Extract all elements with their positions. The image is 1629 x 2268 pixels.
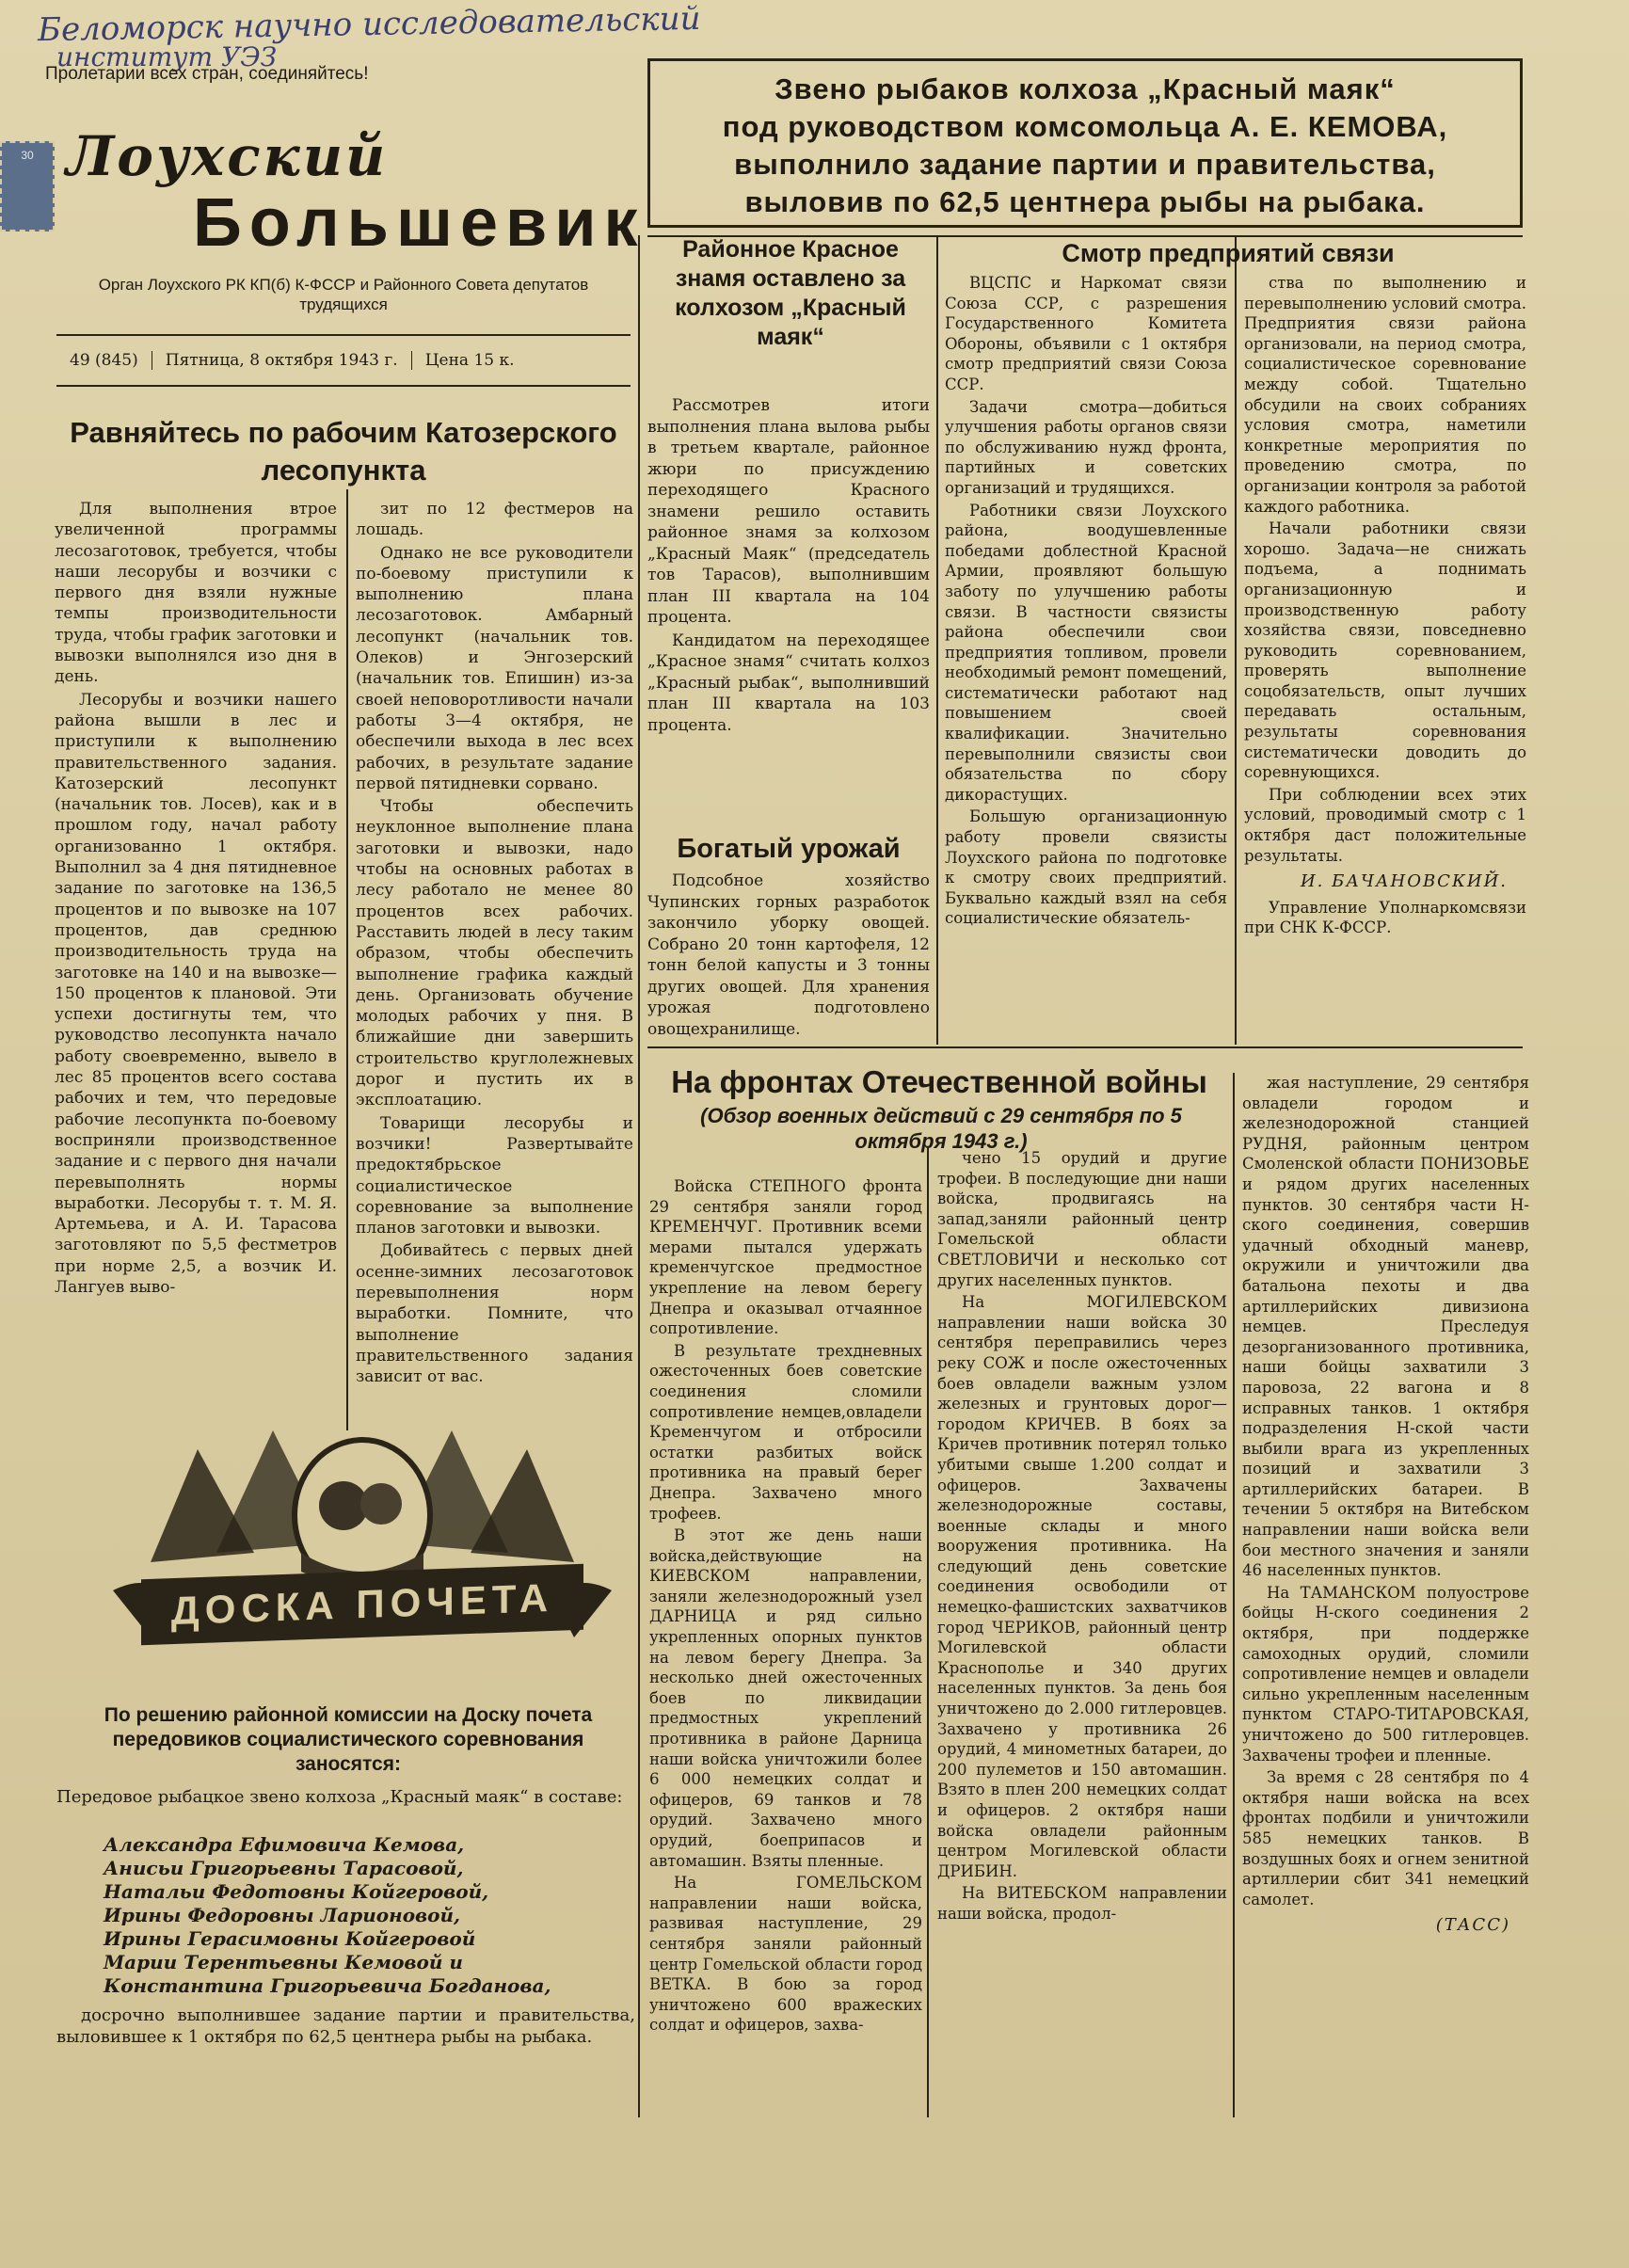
column-divider (346, 489, 348, 1430)
honor-name: Ирины Герасимовны Койгеровой (104, 1927, 476, 1950)
honor-name: Марии Терентьевны Кемовой и (104, 1951, 463, 1973)
headline-box (647, 58, 1523, 228)
article4-column2 (1244, 273, 1526, 940)
divider (647, 1046, 1523, 1048)
column-divider (936, 235, 938, 1045)
paragraph: Для выполнения втрое увеличенной программы лесозаготовок, требуется, чтобы наши лесорубы и возчики с первого дня взяли нужные темпы производительности труда, чтобы график заготовки и вывозки выполнялся изо дня в день. (55, 500, 337, 687)
paragraph: жая наступление, 29 сентября овладели городом и железнодорожной станцией РУДНЯ, районным центром Смоленской области ПОНИЗОВЬЕ и рядом других населенных пунктов. 30 сентября части Н-ского соединения, совершив удачный обходный маневр, окружили и уничтожили два батальона пехоты и два артиллерийских дивизиона немцев. Преследуя дезорганизованного противника, наши бойцы захватили 3 паровоза, 22 вагона и 8 исправных танков. 1 октября подразделения Н-ской части выбили врага из укрепленных позиций и захватили 3 артиллерийских батареи. В течении 5 октября на Витебском направлении наши войска вели бои местного значения и заняли 46 населенных пунктов. (1242, 1074, 1529, 1580)
headline-line: под руководством комсомольца А. Е. КЕМОВА, (722, 110, 1448, 143)
masthead-line1: Лоухский (66, 124, 389, 188)
paragraph: чено 15 орудий и другие трофеи. В последующие дни наши войска, продвигаясь на запад,заняли районный центр Гомельской области СВЕТЛОВИЧИ и несколько сот других населенных пунктов. (937, 1149, 1227, 1289)
paragraph: Начали работники связи хорошо. Задача—не снижать подъема, а поднимать организационную и производственную работу хозяйства связи, повседневно руководить соревнованием, проверять выполнение соцобязательств, опыт лучших передавать остальным, результаты соревнования систематически доводить до соревнующихся. (1244, 519, 1526, 782)
article2-body (647, 395, 930, 738)
paragraph: При соблюдении всех этих условий, проводимый смотр с 1 октября даст положительные результаты. (1244, 785, 1526, 865)
article1-column2 (356, 499, 633, 1389)
column-divider (927, 1148, 929, 2117)
paragraph: ВЦСПС и Наркомат связи Союза ССР, с разрешения Государственного Комитета Обороны, объявили с 1 октября смотр предприятий связи Союза ССР. (945, 274, 1227, 393)
honor-board-outro (56, 2004, 635, 2050)
article-title: Богатый урожай (677, 834, 901, 864)
paragraph: За время с 28 сентября по 4 октября наши войска на всех фронтах подбили и уничтожили 585 немецких танков. В воздушных боях и огнем зенитной артиллерии сбит 341 немецкий самолет. (1242, 1768, 1529, 1909)
article-title: Равняйтесь по рабочим Катозерского лесопункта (70, 416, 617, 487)
article5-column2 (937, 1148, 1227, 1926)
honor-name: Натальи Федотовны Койгеровой, (104, 1880, 489, 1903)
headline-line: Звено рыбаков колхоза „Красный маяк“ (775, 72, 1396, 105)
paragraph: На МОГИЛЕВСКОМ направлении наши войска 30 сентября переправились через реку СОЖ и после ожесточенных боев овладели важным узлом железных и грунтовых дорог—городом КРИЧЕВ. В боях за Кричев противник потерял только убитыми свыше 1.200 солдат и офицеров. Захвачены железнодорожные составы, военные склады и много вооружения противника. На следующий день советские соединения освободили от немецко-фашистских захватчиков город ЧЕРИКОВ, районный центр Могилевской области Краснополье и 340 других населенных пунктов. За день боя уничтожено до 2.000 гитлеровцев. Захвачено у противника 26 орудий, 4 минометных батареи, до 200 пулеметов и 150 автомашин. Взято в плен 200 немецких солдат и офицеров. 2 октября наши войска овладели районным центром Могилевской области ДРИБИН. (937, 1293, 1227, 1880)
paragraph: Добивайтесь с первых дней осенне-зимних лесозаготовок перевыполнения норм выработки. Помните, что выполнение правительственного задания зависит от вас. (356, 1241, 633, 1387)
issue-date: Пятница, 8 октября 1943 г. (152, 351, 412, 370)
honor-name: Константина Григорьевича Богданова, (104, 1974, 551, 1997)
honor-name: Александра Ефимовича Кемова, (104, 1833, 465, 1856)
paragraph: Лесорубы и возчики нашего района вышли в лес и приступили к выполнению правительственного задания. Катозерский лесопункт (начальник тов. Лосев), как и в прошлом году, начал работу организованно 1 октября. Выполнил за 4 дня пятидневное задание по заготовке на 136,5 процентов и по вывозке на 107 процентов, дав среднюю производительность труда на заготовке на 140 и на вывозке—150 процентов к плановой. Эти успехи достигнуты тем, что руководство лесопункта начало работу своевременно, вывело в лес 85 процентов всего состава рабочих и тем, что передовые рабочие лесопункта по-боевому восприняли производственное задание и с первого дня начали перевыполнять нормы выработки. Лесорубы т. т. М. Я. Артемьева, и А. И. Тарасова заготовляют по 5,5 фестметров при норме 2,5, а возчик И. Лангуев выво- (55, 690, 337, 1297)
paragraph: Однако не все руководители по-боевому приступили к выполнению плана лесозаготовок. Амбарный лесопункт (начальник тов. Олеков) и Энгозерский (начальник тов. Епишин) из-за своей неповоротливости начали работы 3—4 октября, не обеспечили выхода в лес всех рабочих, в результате задание первой пятидневки сорвано. (356, 543, 633, 793)
postage-stamp: 30 (0, 141, 55, 232)
honor-board-banner: ДОСКА ПОЧЕТА (141, 1564, 583, 1645)
paragraph: Работники связи Лоухского района, воодушевленные победами доблестной Красной Армии, проявляют большую заботу по улучшению работы связи. В частности связисты района обеспечили свои предприятия топливом, провели необходимый ремонт помещений, систематически работают над повышением своей квалификации. Значительно перевыполнили связисты свои обязательства по сбору дикорастущих. (945, 501, 1227, 804)
article4-column1 (945, 273, 1227, 931)
paragraph: В результате трехдневных ожесточенных боев советские соединения сломили сопротивление немцев,овладели Кременчугом и отбросили остатки разбитых войск противника на правый берег Днепра. Захвачено много трофеев. (649, 1341, 922, 1523)
source-tag: (ТАСС) (1435, 1915, 1510, 1936)
paragraph: На ТАМАНСКОМ полуострове бойцы Н-ского соединения 2 октября, при поддержке самоходных орудий, сломили сопротивление немцев и овладели сильно укрепленным населенным пунктом СТАРО-ТИТАРОВСКАЯ, уничтожено до 500 гитлеровцев. Захвачены трофеи и пленные. (1242, 1583, 1529, 1765)
honor-board-intro: По решению районной комиссии на Доску почета передовиков социалистического соревнования заносятся: (104, 1704, 593, 1775)
honor-name: Анисьи Григорьевны Тарасовой, (104, 1857, 464, 1879)
honor-board-names (56, 1833, 682, 1998)
headline-line: выловив по 62,5 центнера рыбы на рыбака. (744, 185, 1426, 218)
handwritten-note-line1: Беломорск научно исследовательский (37, 0, 701, 50)
article5-column1 (649, 1176, 922, 2037)
masthead-line2: Большевик (193, 185, 646, 261)
issue-price: Цена 15 к. (424, 351, 515, 370)
paragraph: На ГОМЕЛЬСКОМ направлении наши войска, развивая наступление, 29 сентября заняли районный центр Гомельской области город ВЕТКА. В бою за город уничтожено 600 вражеских солдат и офицеров, захва- (649, 1874, 922, 2035)
article-subtitle: (Обзор военных действий с 29 сентября по 5 октября 1943 г.) (700, 1104, 1182, 1153)
paragraph: Чтобы обеспечить неуклонное выполнение плана заготовки и вывозки, надо чтобы на основных работах в лесу работало не менее 80 процентов всех рабочих. Расставить людей в лесу таким образом, чтобы обеспечить выполнение графика каждый день. Организовать обучение молодых рабочих у пня. В ближайшие дни завершить строительство круглолежневых дорог и пустить их в эксплоатацию. (356, 797, 633, 1110)
article3-body (647, 870, 930, 1042)
honor-board-illustration (113, 1412, 612, 1694)
handwritten-note-line2: институт УЭЗ (56, 41, 278, 72)
flags-and-portraits-icon (113, 1412, 612, 1694)
article5-column3 (1242, 1073, 1529, 1941)
paragraph: Войска СТЕПНОГО фронта 29 сентября заняли город КРЕМЕНЧУГ. Противник всеми мерами пытался удержать кременчугское предмостное укрепление на левом берегу Днепра и оказывал отчаянное сопротивление. (649, 1177, 922, 1338)
paragraph: Рассмотрев итоги выполнения плана вылова рыбы в третьем квартале, районное жюри по присуждению переходящего Красного знамени решило оставить районное знамя за колхозом „Красный Маяк“ (председатель тов Тарасов), выполнившим план III квартала на 104 процента. (647, 396, 930, 627)
article-title: Смотр предприятий связи (1062, 239, 1395, 267)
paragraph: Подсобное хозяйство Чупинских горных разработок закончило уборку овощей. Собрано 20 тонн картофеля, 12 тонн белой капусты и 3 тонны других овощей. Для хранения урожая подготовлено овощехранилище. (647, 871, 930, 1039)
slogan: Пролетарии всех стран, соединяйтесь! (45, 64, 369, 84)
paragraph: Кандидатом на переходящее „Красное знамя“ считать колхоз „Красный рыбак“, выполнивший план III квартала на 103 процента. (647, 631, 930, 735)
paragraph: На ВИТЕБСКОМ направлении наши войска, продол- (937, 1884, 1227, 1923)
article1-column1 (55, 499, 337, 1300)
paragraph: В этот же день наши войска,действующие на КИЕВСКОМ направлении, заняли железнодорожный узел ДАРНИЦА и ряд сильно укрепленных опорных пунктов на левом берегу Днепра. За несколько дней ожесточенных боев по ликвидации предмостных укреплений противника в районе Дарница наши войска уничтожили более 6 000 немецких солдат и офицеров, 69 танков и 78 орудий. Захвачено много орудий, боеприпасов и автомашин. Взяты пленные. (649, 1526, 922, 1870)
honor-board-lead: Передовое рыбацкое звено колхоза „Красный маяк“ в составе: (56, 1787, 623, 1807)
signature-organization: Управление Уполнаркомсвязи при СНК К-ФССР. (1244, 898, 1526, 937)
issue-number: 49 (845) (56, 351, 152, 370)
paragraph: Большую организационную работу провели связисты Лоухского района по подготовке к смотру своих предприятий. Буквально каждый взял на себя социалистические обязатель- (945, 807, 1227, 928)
paragraph: досрочно выполнившее задание партии и правительства, выловившее к 1 октября по 62,5 центнера рыбы на рыбака. (56, 2005, 635, 2047)
honor-name: Ирины Федоровны Ларионовой, (104, 1904, 461, 1926)
paragraph: Товарищи лесорубы и возчики! Развертывайте предоктябрьское социалистическое соревнование за выполнение планов заготовки и вывозки. (356, 1113, 633, 1238)
paragraph: Задачи смотра—добиться улучшения работы органов связи по обслуживанию нужд фронта, партийных и советских организаций и трудящихся. (945, 397, 1227, 497)
signature: И. БАЧАНОВСКИЙ. (1300, 871, 1508, 892)
headline-line: выполнило задание партии и правительства, (734, 148, 1436, 181)
article-title: Районное Красное знамя оставлено за колхозом „Красный маяк“ (675, 236, 906, 350)
column-divider (1235, 235, 1237, 1045)
column-divider (1233, 1073, 1235, 2117)
paragraph: ства по выполнению и перевыполнению условий смотра. Предприятия связи района организовали, на период смотра, социалистическое соревнование между собой. Тщательно обсудили на своих собраниях условия смотра, наметили конкретные мероприятия по проведению смотра, по организации контроля за работой каждого работника. (1244, 274, 1526, 516)
paragraph: зит по 12 фестмеров на лошадь. (356, 500, 633, 540)
issue-info-bar (56, 334, 631, 387)
organ-line: Орган Лоухского РК КП(б) К-ФССР и Районного Совета депутатов трудящихся (98, 276, 589, 313)
article-title: На фронтах Отечественной войны (671, 1064, 1207, 1099)
